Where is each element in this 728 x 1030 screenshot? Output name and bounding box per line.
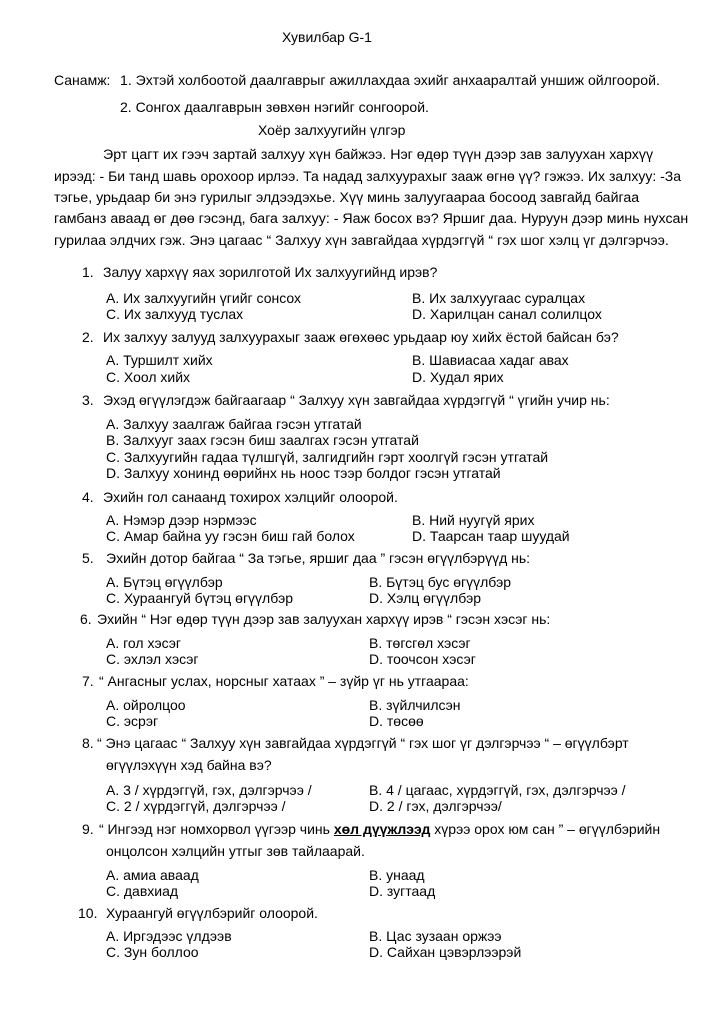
question-9-text-before: “ Ингээд нэг номхорвол үүгээр чинь xyxy=(99,821,334,837)
question-2-number: 2. xyxy=(82,329,94,345)
question-2-option-b: B. Шавиасаа хадаг авах xyxy=(412,352,569,368)
question-6-text: Эхийн “ Нэг өдөр түүн дээр зав залуухан хархүү ирэв “ гэсэн хэсэг нь: xyxy=(97,611,551,627)
story-line: гурилаа элдчих гэж. Энэ цагаас “ Залхуу хүн завгайдаа хүрдэггүй “ гэх шог хэлц үг дэлгэрчээ. xyxy=(54,233,669,249)
question-4-option-d: D. Таарсан таар шуудай xyxy=(412,528,570,544)
question-3-option-a: A. Залхуу заалгаж байгаа гэсэн утгатай xyxy=(106,416,362,432)
story-line: тэгье, урьдаар би энэ гурилыг элдээдэхье. Хүү минь залуугаараа босоод завгайд байгаа xyxy=(54,190,640,206)
question-3-text: Эхэд өгүүлэгдэж байгаагаар “ Залхуу хүн завгайдаа хүрдэггүй “ үгийн учир нь: xyxy=(103,392,610,408)
question-8-option-b: B. 4 / цагаас, хүрдэггүй, гэх, дэлгэрчээ / xyxy=(369,782,626,798)
question-10-option-d: D. Сайхан цэвэрлээрэй xyxy=(369,944,522,960)
question-2-option-a: A. Туршилт хийх xyxy=(106,352,213,368)
note-1: 1. Эхтэй холбоотой даалгаврыг ажиллахдаа эхийг анхааралтай уншиж ойлгоорой. xyxy=(120,72,660,88)
question-10-option-a: A. Иргэдээс үлдээв xyxy=(106,928,232,944)
question-9-option-c: C. давхиад xyxy=(106,883,179,899)
question-10-text: Хураангуй өгүүлбэрийг олоорой. xyxy=(106,905,318,921)
question-1-option-b: B. Их залхуугаас суралцах xyxy=(412,290,586,306)
question-6-option-d: D. тоочсон хэсэг xyxy=(369,651,476,667)
question-4-number: 4. xyxy=(82,489,94,505)
question-2-option-c: C. Хоол хийх xyxy=(106,369,191,385)
question-6-option-c: C. эхлэл хэсэг xyxy=(106,651,199,667)
question-10-option-b: B. Цас зузаан оржээ xyxy=(369,928,502,944)
question-9-text-line2: онцолсон хэлцийн утгыг зөв тайлаарай. xyxy=(106,843,365,859)
question-3-option-d: D. Залхуу хонинд өөрийнх нь ноос тээр болдог гэсэн утгатай xyxy=(106,465,501,481)
variant-title: Хувилбар G-1 xyxy=(282,29,372,45)
question-4-option-a: A. Нэмэр дээр нэрмээс xyxy=(106,512,257,528)
story-line: гамбанз аваад өг дөө гэсэнд, бага залхуу: - Яаж босох вэ? Яршиг даа. Нуруун дээр минь нухсан xyxy=(54,211,689,227)
question-6-option-a: A. гол хэсэг xyxy=(106,635,182,651)
notes-label: Санамж: xyxy=(54,72,111,88)
question-6-option-b: B. төгсгөл хэсэг xyxy=(369,635,471,651)
question-5-option-d: D. Хэлц өгүүлбэр xyxy=(369,590,481,606)
question-8-option-a: A. 3 / хүрдэггүй, гэх, дэлгэрчээ / xyxy=(106,782,312,798)
question-8-option-d: D. 2 / гэх, дэлгэрчээ/ xyxy=(369,798,502,814)
question-9-option-a: A. амиа аваад xyxy=(106,867,199,883)
question-9-option-b: B. унаад xyxy=(369,867,425,883)
question-9-number: 9. xyxy=(82,821,94,837)
question-5-text: Эхийн дотор байгаа “ За тэгье, яршиг даа ” гэсэн өгүүлбэрүүд нь: xyxy=(106,550,531,566)
question-10-option-c: C. Зун боллоо xyxy=(106,944,199,960)
question-7-option-c: C. эсрэг xyxy=(106,713,159,729)
question-4-text: Эхийн гол санаанд тохирох хэлцийг олоорой. xyxy=(103,489,398,505)
question-8-option-c: C. 2 / хүрдэггүй, дэлгэрчээ / xyxy=(106,798,286,814)
question-8-text-line2: өгүүлэхүүн хэд байна вэ? xyxy=(106,757,272,773)
question-7-option-a: A. ойролцоо xyxy=(106,697,186,713)
question-10-number: 10. xyxy=(78,905,98,921)
question-7-option-d: D. төсөө xyxy=(369,713,424,729)
question-8-text: “ Энэ цагаас “ Залхуу хүн завгайдаа хүрдэггүй “ гэх шог үг дэлгэрчээ “ – өгүүлбэрт xyxy=(97,735,629,751)
question-9-text xyxy=(99,821,660,837)
question-2-text: Их залхуу залууд залхуурахыг зааж өгөхөөс урьдаар юу хийх ёстой байсан бэ? xyxy=(103,329,619,345)
story-line: ирээд: - Би танд шавь орохоор ирлээ. Та надад залхуурахыг зааж өгнө үү? гэжээ. Их залхуу: -За xyxy=(54,168,681,184)
question-1-option-c: C. Их залхууд туслах xyxy=(106,306,244,322)
question-9-text-after: хүрээ орох юм сан ” – өгүүлбэрийн xyxy=(430,821,661,837)
story-line: Эрт цагт их гээч зартай залхуу хүн байжээ. Нэг өдөр түүн дээр зав залуухан хархүү xyxy=(103,147,654,163)
story-title: Хоёр залхуугийн үлгэр xyxy=(258,122,406,138)
question-5-option-a: A. Бүтэц өгүүлбэр xyxy=(106,574,223,590)
question-3-option-b: B. Залхууг заах гэсэн биш заалгах гэсэн утгатай xyxy=(106,432,419,448)
question-5-option-b: B. Бүтэц бус өгүүлбэр xyxy=(369,574,512,590)
question-5-number: 5. xyxy=(82,550,94,566)
question-4-option-c: C. Амар байна уу гэсэн биш гай болох xyxy=(106,528,355,544)
question-1-option-d: D. Харилцан санал солилцох xyxy=(412,306,602,322)
note-2: 2. Сонгох даалгаврын зөвхөн нэгийг сонгоорой. xyxy=(120,99,429,115)
question-1-option-a: A. Их залхуугийн үгийг сонсох xyxy=(106,290,302,306)
question-4-option-b: B. Ний нуугүй ярих xyxy=(412,512,535,528)
question-7-option-b: B. зүйлчилсэн xyxy=(369,697,461,713)
question-6-number: 6. xyxy=(80,611,92,627)
question-1-number: 1. xyxy=(82,264,94,280)
question-7-text: “ Ангасныг услах, норсныг хатаах ” – зүйр үг нь утгаараа: xyxy=(99,673,469,689)
question-8-number: 8. xyxy=(82,735,94,751)
question-9-option-d: D. зугтаад xyxy=(369,883,436,899)
question-2-option-d: D. Худал ярих xyxy=(412,369,504,385)
question-1-text: Залуу хархүү яах зорилготой Их залхуугийнд ирэв? xyxy=(103,264,438,280)
question-9-highlighted-phrase: хөл дүүжлээд xyxy=(333,821,431,837)
question-5-option-c: C. Хураангуй бүтэц өгүүлбэр xyxy=(106,590,294,606)
question-7-number: 7. xyxy=(82,673,94,689)
question-3-option-c: C. Залхуугийн гадаа түлшгүй, залгидгийн гэрт хоолгүй гэсэн утгатай xyxy=(106,449,549,465)
question-3-number: 3. xyxy=(82,392,94,408)
